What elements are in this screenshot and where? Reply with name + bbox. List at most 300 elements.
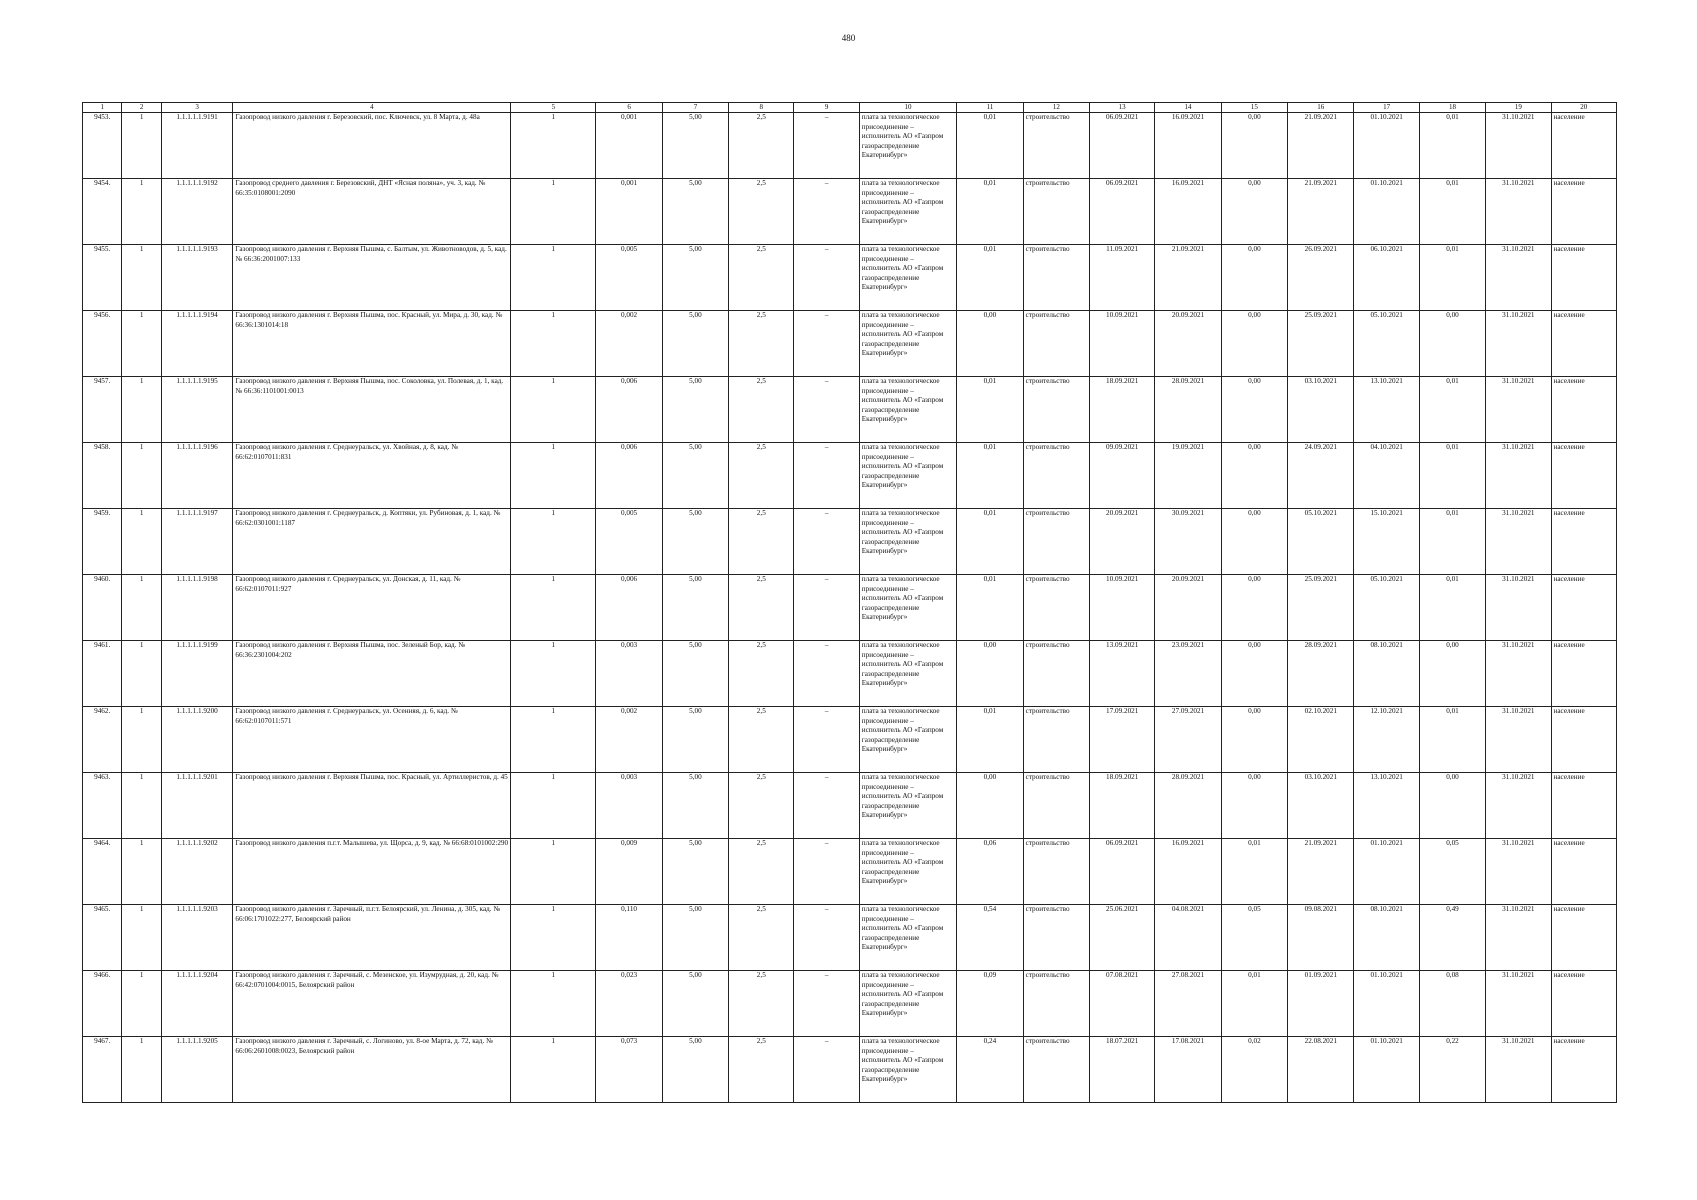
object-code: 1.1.1.1.1.9195	[161, 377, 233, 443]
table-row	[83, 113, 1617, 179]
object-code: 1.1.1.1.1.9194	[161, 311, 233, 377]
work-type: строительство	[1023, 179, 1089, 245]
object-code: 1.1.1.1.1.9205	[161, 1037, 233, 1103]
group-cell: 1	[122, 311, 161, 377]
d19-date: 31.10.2021	[1486, 377, 1551, 443]
column-header: 7	[662, 103, 728, 113]
end-date: 16.09.2021	[1155, 839, 1221, 905]
d17-date: 12.10.2021	[1354, 707, 1419, 773]
count-cell: 1	[511, 113, 596, 179]
beneficiary: население	[1551, 113, 1617, 179]
object-code: 1.1.1.1.1.9201	[161, 773, 233, 839]
d19-date: 31.10.2021	[1486, 839, 1551, 905]
object-code: 1.1.1.1.1.9204	[161, 971, 233, 1037]
c18-cell: 0,01	[1419, 575, 1485, 641]
start-date: 20.09.2021	[1090, 509, 1155, 575]
d19-date: 31.10.2021	[1486, 113, 1551, 179]
object-code: 1.1.1.1.1.9193	[161, 245, 233, 311]
group-cell: 1	[122, 905, 161, 971]
table-row	[83, 971, 1617, 1037]
column-header: 11	[957, 103, 1023, 113]
funding-source: плата за технологическое присоединение – исполнитель АО «Газпром газораспределение Екатеринбург»	[859, 707, 956, 773]
start-date: 25.06.2021	[1090, 905, 1155, 971]
start-date: 17.09.2021	[1090, 707, 1155, 773]
c15-cell: 0,00	[1221, 509, 1287, 575]
d16-date: 03.10.2021	[1288, 773, 1354, 839]
c9-cell: –	[794, 707, 859, 773]
funding-source: плата за технологическое присоединение – исполнитель АО «Газпром газораспределение Екатеринбург»	[859, 1037, 956, 1103]
c7-cell: 5,00	[662, 311, 728, 377]
column-header: 2	[122, 103, 161, 113]
end-date: 04.08.2021	[1155, 905, 1221, 971]
object-name: Газопровод низкого давления г. Верхняя Пышма, пос. Красный, ул. Мира, д. 30, кад. № 66:36:1301014:18	[233, 311, 511, 377]
beneficiary: население	[1551, 377, 1617, 443]
c9-cell: –	[794, 773, 859, 839]
beneficiary: население	[1551, 509, 1617, 575]
row-number: 9463.	[83, 773, 122, 839]
end-date: 30.09.2021	[1155, 509, 1221, 575]
end-date: 16.09.2021	[1155, 179, 1221, 245]
work-type: строительство	[1023, 245, 1089, 311]
end-date: 19.09.2021	[1155, 443, 1221, 509]
c8-cell: 2,5	[729, 1037, 794, 1103]
cost-cell: 0,01	[957, 377, 1023, 443]
d17-date: 01.10.2021	[1354, 113, 1419, 179]
column-header: 5	[511, 103, 596, 113]
row-number: 9458.	[83, 443, 122, 509]
funding-source: плата за технологическое присоединение – исполнитель АО «Газпром газораспределение Екатеринбург»	[859, 575, 956, 641]
d19-date: 31.10.2021	[1486, 575, 1551, 641]
d16-date: 05.10.2021	[1288, 509, 1354, 575]
row-number: 9456.	[83, 311, 122, 377]
funding-source: плата за технологическое присоединение – исполнитель АО «Газпром газораспределение Екатеринбург»	[859, 245, 956, 311]
length-cell: 0,001	[596, 179, 662, 245]
c15-cell: 0,00	[1221, 443, 1287, 509]
funding-source: плата за технологическое присоединение – исполнитель АО «Газпром газораспределение Екатеринбург»	[859, 971, 956, 1037]
c18-cell: 0,00	[1419, 773, 1485, 839]
count-cell: 1	[511, 443, 596, 509]
group-cell: 1	[122, 113, 161, 179]
d16-date: 25.09.2021	[1288, 575, 1354, 641]
d17-date: 04.10.2021	[1354, 443, 1419, 509]
length-cell: 0,005	[596, 509, 662, 575]
work-type: строительство	[1023, 113, 1089, 179]
c7-cell: 5,00	[662, 839, 728, 905]
c8-cell: 2,5	[729, 311, 794, 377]
d19-date: 31.10.2021	[1486, 179, 1551, 245]
row-number: 9462.	[83, 707, 122, 773]
c18-cell: 0,08	[1419, 971, 1485, 1037]
d19-date: 31.10.2021	[1486, 1037, 1551, 1103]
group-cell: 1	[122, 377, 161, 443]
c9-cell: –	[794, 1037, 859, 1103]
table-row	[83, 707, 1617, 773]
beneficiary: население	[1551, 839, 1617, 905]
cost-cell: 0,01	[957, 113, 1023, 179]
beneficiary: население	[1551, 575, 1617, 641]
group-cell: 1	[122, 575, 161, 641]
cost-cell: 0,06	[957, 839, 1023, 905]
page-number: 480	[841, 33, 856, 43]
cost-cell: 0,00	[957, 641, 1023, 707]
table-row	[83, 311, 1617, 377]
c15-cell: 0,00	[1221, 773, 1287, 839]
beneficiary: население	[1551, 707, 1617, 773]
column-header: 13	[1090, 103, 1155, 113]
object-name: Газопровод низкого давления г. Среднеуральск, д. Коптяки, ул. Рубиновая, д. 1, кад. № 66:62:0301001:1187	[233, 509, 511, 575]
column-header: 18	[1419, 103, 1485, 113]
beneficiary: население	[1551, 905, 1617, 971]
funding-source: плата за технологическое присоединение – исполнитель АО «Газпром газораспределение Екатеринбург»	[859, 905, 956, 971]
row-number: 9461.	[83, 641, 122, 707]
c7-cell: 5,00	[662, 1037, 728, 1103]
count-cell: 1	[511, 179, 596, 245]
end-date: 20.09.2021	[1155, 311, 1221, 377]
work-type: строительство	[1023, 707, 1089, 773]
start-date: 06.09.2021	[1090, 179, 1155, 245]
c15-cell: 0,05	[1221, 905, 1287, 971]
column-header: 8	[729, 103, 794, 113]
c9-cell: –	[794, 641, 859, 707]
beneficiary: население	[1551, 971, 1617, 1037]
start-date: 06.09.2021	[1090, 839, 1155, 905]
object-name: Газопровод низкого давления г. Верхняя Пышма, с. Балтым, ул. Животноводов, д. 5, кад. № 66:36:2001007:133	[233, 245, 511, 311]
count-cell: 1	[511, 641, 596, 707]
column-header: 10	[859, 103, 956, 113]
count-cell: 1	[511, 311, 596, 377]
group-cell: 1	[122, 773, 161, 839]
end-date: 28.09.2021	[1155, 377, 1221, 443]
work-type: строительство	[1023, 311, 1089, 377]
group-cell: 1	[122, 1037, 161, 1103]
row-number: 9464.	[83, 839, 122, 905]
object-name: Газопровод низкого давления г. Верхняя Пышма, пос. Красный, ул. Артиллеристов, д. 45	[233, 773, 511, 839]
end-date: 23.09.2021	[1155, 641, 1221, 707]
column-header: 15	[1221, 103, 1287, 113]
c7-cell: 5,00	[662, 773, 728, 839]
work-type: строительство	[1023, 905, 1089, 971]
object-name: Газопровод низкого давления г. Березовский, пос. Ключевск, ул. 8 Марта, д. 48а	[233, 113, 511, 179]
object-code: 1.1.1.1.1.9199	[161, 641, 233, 707]
work-type: строительство	[1023, 971, 1089, 1037]
table-row	[83, 509, 1617, 575]
column-header: 14	[1155, 103, 1221, 113]
c8-cell: 2,5	[729, 971, 794, 1037]
c7-cell: 5,00	[662, 179, 728, 245]
c9-cell: –	[794, 245, 859, 311]
c8-cell: 2,5	[729, 839, 794, 905]
c8-cell: 2,5	[729, 113, 794, 179]
object-name: Газопровод низкого давления г. Среднеуральск, ул. Осенняя, д. 6, кад. № 66:62:0107011:571	[233, 707, 511, 773]
d16-date: 21.09.2021	[1288, 839, 1354, 905]
d17-date: 01.10.2021	[1354, 1037, 1419, 1103]
d19-date: 31.10.2021	[1486, 509, 1551, 575]
c9-cell: –	[794, 443, 859, 509]
d16-date: 03.10.2021	[1288, 377, 1354, 443]
length-cell: 0,023	[596, 971, 662, 1037]
cost-cell: 0,24	[957, 1037, 1023, 1103]
register-table	[82, 102, 1617, 1103]
c18-cell: 0,49	[1419, 905, 1485, 971]
group-cell: 1	[122, 245, 161, 311]
cost-cell: 0,54	[957, 905, 1023, 971]
count-cell: 1	[511, 839, 596, 905]
work-type: строительство	[1023, 575, 1089, 641]
start-date: 13.09.2021	[1090, 641, 1155, 707]
c15-cell: 0,02	[1221, 1037, 1287, 1103]
object-code: 1.1.1.1.1.9202	[161, 839, 233, 905]
object-name: Газопровод низкого давления г. Заречный, с. Мезенское, ул. Изумрудная, д. 20, кад. № 66:42:0701004:0015, Белоярский район	[233, 971, 511, 1037]
start-date: 11.09.2021	[1090, 245, 1155, 311]
d19-date: 31.10.2021	[1486, 773, 1551, 839]
c8-cell: 2,5	[729, 575, 794, 641]
length-cell: 0,002	[596, 707, 662, 773]
d17-date: 01.10.2021	[1354, 839, 1419, 905]
c7-cell: 5,00	[662, 707, 728, 773]
funding-source: плата за технологическое присоединение – исполнитель АО «Газпром газораспределение Екатеринбург»	[859, 641, 956, 707]
c15-cell: 0,01	[1221, 971, 1287, 1037]
row-number: 9459.	[83, 509, 122, 575]
column-header: 20	[1551, 103, 1617, 113]
c18-cell: 0,01	[1419, 245, 1485, 311]
length-cell: 0,006	[596, 377, 662, 443]
d16-date: 22.08.2021	[1288, 1037, 1354, 1103]
c9-cell: –	[794, 311, 859, 377]
d17-date: 08.10.2021	[1354, 641, 1419, 707]
object-name: Газопровод низкого давления г. Верхняя Пышма, пос. Зеленый Бор, кад. № 66:36:2301004:202	[233, 641, 511, 707]
object-name: Газопровод низкого давления г. Верхняя Пышма, пос. Соколовка, ул. Полевая, д. 1, кад. № 66:36:1101001:0013	[233, 377, 511, 443]
length-cell: 0,005	[596, 245, 662, 311]
object-code: 1.1.1.1.1.9200	[161, 707, 233, 773]
table-row	[83, 839, 1617, 905]
d16-date: 21.09.2021	[1288, 113, 1354, 179]
column-number-row	[83, 103, 1617, 113]
length-cell: 0,006	[596, 575, 662, 641]
c7-cell: 5,00	[662, 575, 728, 641]
length-cell: 0,001	[596, 113, 662, 179]
d17-date: 13.10.2021	[1354, 773, 1419, 839]
c8-cell: 2,5	[729, 707, 794, 773]
beneficiary: население	[1551, 443, 1617, 509]
cost-cell: 0,01	[957, 707, 1023, 773]
start-date: 06.09.2021	[1090, 113, 1155, 179]
length-cell: 0,110	[596, 905, 662, 971]
row-number: 9466.	[83, 971, 122, 1037]
d17-date: 08.10.2021	[1354, 905, 1419, 971]
beneficiary: население	[1551, 1037, 1617, 1103]
count-cell: 1	[511, 773, 596, 839]
end-date: 27.09.2021	[1155, 707, 1221, 773]
table-body	[83, 113, 1617, 1103]
c18-cell: 0,00	[1419, 311, 1485, 377]
count-cell: 1	[511, 245, 596, 311]
object-code: 1.1.1.1.1.9197	[161, 509, 233, 575]
c15-cell: 0,00	[1221, 641, 1287, 707]
c8-cell: 2,5	[729, 245, 794, 311]
column-header: 1	[83, 103, 122, 113]
column-header: 16	[1288, 103, 1354, 113]
cost-cell: 0,00	[957, 311, 1023, 377]
funding-source: плата за технологическое присоединение – исполнитель АО «Газпром газораспределение Екатеринбург»	[859, 443, 956, 509]
c9-cell: –	[794, 377, 859, 443]
c9-cell: –	[794, 179, 859, 245]
c8-cell: 2,5	[729, 443, 794, 509]
object-name: Газопровод низкого давления г. Заречный, с. Логиново, ул. 8-ое Марта, д. 72, кад. № 66:06:2601008:0023, Белоярский район	[233, 1037, 511, 1103]
c15-cell: 0,00	[1221, 113, 1287, 179]
start-date: 10.09.2021	[1090, 311, 1155, 377]
c15-cell: 0,00	[1221, 245, 1287, 311]
c8-cell: 2,5	[729, 377, 794, 443]
c18-cell: 0,01	[1419, 707, 1485, 773]
group-cell: 1	[122, 443, 161, 509]
work-type: строительство	[1023, 509, 1089, 575]
count-cell: 1	[511, 905, 596, 971]
count-cell: 1	[511, 509, 596, 575]
d17-date: 05.10.2021	[1354, 311, 1419, 377]
object-name: Газопровод низкого давления г. Среднеуральск, ул. Донская, д. 11, кад. № 66:62:0107011:927	[233, 575, 511, 641]
table-row	[83, 773, 1617, 839]
c7-cell: 5,00	[662, 905, 728, 971]
end-date: 28.09.2021	[1155, 773, 1221, 839]
funding-source: плата за технологическое присоединение – исполнитель АО «Газпром газораспределение Екатеринбург»	[859, 377, 956, 443]
column-header: 6	[596, 103, 662, 113]
table-row	[83, 641, 1617, 707]
d16-date: 01.09.2021	[1288, 971, 1354, 1037]
funding-source: плата за технологическое присоединение – исполнитель АО «Газпром газораспределение Екатеринбург»	[859, 773, 956, 839]
c18-cell: 0,01	[1419, 179, 1485, 245]
c8-cell: 2,5	[729, 509, 794, 575]
table-row	[83, 179, 1617, 245]
beneficiary: население	[1551, 641, 1617, 707]
object-name: Газопровод среднего давления г. Березовский, ДНТ «Ясная поляна», уч. 3, кад. № 66:35:0108001:2090	[233, 179, 511, 245]
c15-cell: 0,00	[1221, 311, 1287, 377]
object-name: Газопровод низкого давления г. Среднеуральск, ул. Хвойная, д. 8, кад. № 66:62:0107011:831	[233, 443, 511, 509]
c18-cell: 0,01	[1419, 113, 1485, 179]
object-name: Газопровод низкого давления г. Заречный, п.г.т. Белоярский, ул. Ленина, д. 305, кад. № 66:06:1701022:277, Белоярский район	[233, 905, 511, 971]
c15-cell: 0,00	[1221, 377, 1287, 443]
d19-date: 31.10.2021	[1486, 245, 1551, 311]
object-code: 1.1.1.1.1.9203	[161, 905, 233, 971]
work-type: строительство	[1023, 839, 1089, 905]
work-type: строительство	[1023, 1037, 1089, 1103]
count-cell: 1	[511, 707, 596, 773]
d16-date: 09.08.2021	[1288, 905, 1354, 971]
funding-source: плата за технологическое присоединение – исполнитель АО «Газпром газораспределение Екатеринбург»	[859, 179, 956, 245]
cost-cell: 0,01	[957, 245, 1023, 311]
table-row	[83, 377, 1617, 443]
object-code: 1.1.1.1.1.9191	[161, 113, 233, 179]
beneficiary: население	[1551, 773, 1617, 839]
length-cell: 0,002	[596, 311, 662, 377]
c8-cell: 2,5	[729, 905, 794, 971]
beneficiary: население	[1551, 179, 1617, 245]
d16-date: 28.09.2021	[1288, 641, 1354, 707]
group-cell: 1	[122, 179, 161, 245]
c15-cell: 0,00	[1221, 707, 1287, 773]
c18-cell: 0,05	[1419, 839, 1485, 905]
d17-date: 06.10.2021	[1354, 245, 1419, 311]
work-type: строительство	[1023, 641, 1089, 707]
object-code: 1.1.1.1.1.9192	[161, 179, 233, 245]
row-number: 9455.	[83, 245, 122, 311]
table-row	[83, 443, 1617, 509]
d16-date: 26.09.2021	[1288, 245, 1354, 311]
column-header: 4	[233, 103, 511, 113]
funding-source: плата за технологическое присоединение – исполнитель АО «Газпром газораспределение Екатеринбург»	[859, 839, 956, 905]
row-number: 9467.	[83, 1037, 122, 1103]
column-header: 19	[1486, 103, 1551, 113]
c18-cell: 0,22	[1419, 1037, 1485, 1103]
c7-cell: 5,00	[662, 971, 728, 1037]
column-header: 3	[161, 103, 233, 113]
d17-date: 05.10.2021	[1354, 575, 1419, 641]
group-cell: 1	[122, 641, 161, 707]
c9-cell: –	[794, 971, 859, 1037]
c8-cell: 2,5	[729, 641, 794, 707]
start-date: 18.09.2021	[1090, 773, 1155, 839]
row-number: 9453.	[83, 113, 122, 179]
c7-cell: 5,00	[662, 641, 728, 707]
table-row	[83, 245, 1617, 311]
length-cell: 0,073	[596, 1037, 662, 1103]
d19-date: 31.10.2021	[1486, 971, 1551, 1037]
count-cell: 1	[511, 1037, 596, 1103]
column-header: 12	[1023, 103, 1089, 113]
table-row	[83, 1037, 1617, 1103]
c8-cell: 2,5	[729, 179, 794, 245]
c9-cell: –	[794, 509, 859, 575]
end-date: 16.09.2021	[1155, 113, 1221, 179]
c7-cell: 5,00	[662, 113, 728, 179]
object-name: Газопровод низкого давления п.г.т. Малышева, ул. Щорса, д. 9, кад. № 66:68:0101002:290	[233, 839, 511, 905]
table-row	[83, 575, 1617, 641]
c15-cell: 0,00	[1221, 179, 1287, 245]
c15-cell: 0,00	[1221, 575, 1287, 641]
group-cell: 1	[122, 971, 161, 1037]
table-row	[83, 905, 1617, 971]
cost-cell: 0,01	[957, 575, 1023, 641]
start-date: 18.09.2021	[1090, 377, 1155, 443]
c18-cell: 0,00	[1419, 641, 1485, 707]
cost-cell: 0,01	[957, 509, 1023, 575]
row-number: 9454.	[83, 179, 122, 245]
d19-date: 31.10.2021	[1486, 311, 1551, 377]
work-type: строительство	[1023, 773, 1089, 839]
row-number: 9457.	[83, 377, 122, 443]
d17-date: 01.10.2021	[1354, 179, 1419, 245]
start-date: 10.09.2021	[1090, 575, 1155, 641]
count-cell: 1	[511, 377, 596, 443]
group-cell: 1	[122, 839, 161, 905]
end-date: 21.09.2021	[1155, 245, 1221, 311]
c8-cell: 2,5	[729, 773, 794, 839]
d16-date: 25.09.2021	[1288, 311, 1354, 377]
start-date: 09.09.2021	[1090, 443, 1155, 509]
c9-cell: –	[794, 839, 859, 905]
d19-date: 31.10.2021	[1486, 443, 1551, 509]
work-type: строительство	[1023, 443, 1089, 509]
group-cell: 1	[122, 707, 161, 773]
end-date: 27.08.2021	[1155, 971, 1221, 1037]
row-number: 9460.	[83, 575, 122, 641]
c9-cell: –	[794, 905, 859, 971]
c9-cell: –	[794, 575, 859, 641]
d16-date: 21.09.2021	[1288, 179, 1354, 245]
d19-date: 31.10.2021	[1486, 641, 1551, 707]
start-date: 18.07.2021	[1090, 1037, 1155, 1103]
cost-cell: 0,00	[957, 773, 1023, 839]
cost-cell: 0,01	[957, 179, 1023, 245]
